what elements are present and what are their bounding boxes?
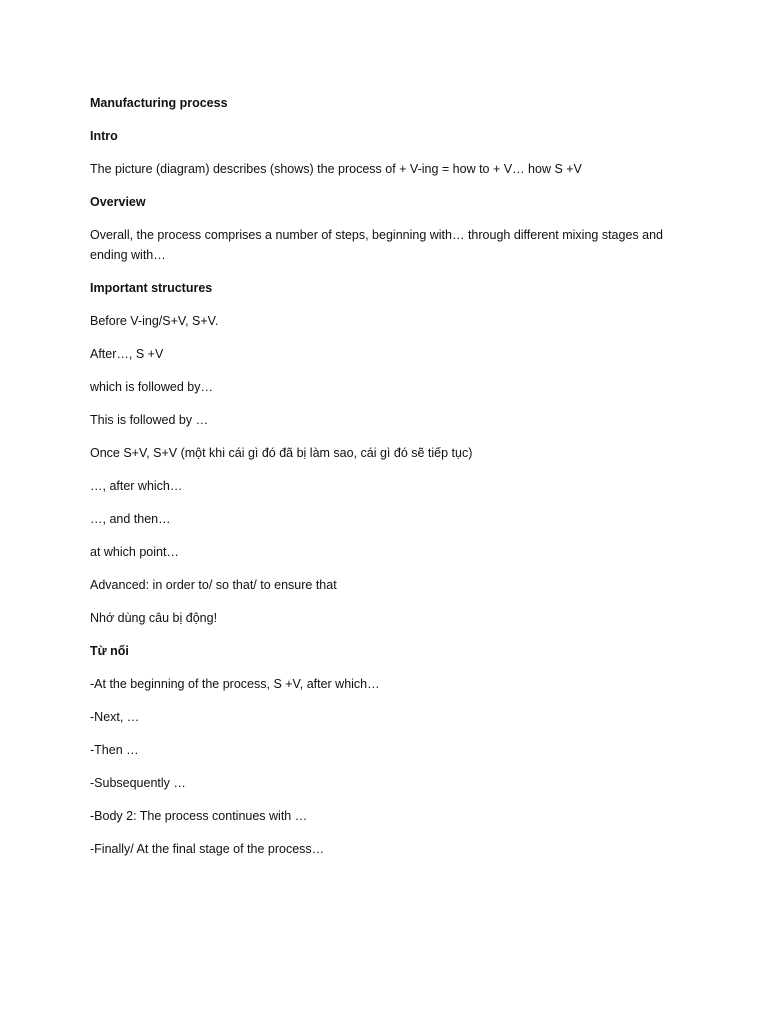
structure-item: Once S+V, S+V (một khi cái gì đó đã bị làm sao, cái gì đó sẽ tiếp tục) [90, 446, 473, 460]
connector-item: -Body 2: The process continues with … [90, 809, 308, 823]
connector-item: -Finally/ At the final stage of the process… [90, 842, 325, 856]
structures-heading: Important structures [90, 281, 213, 295]
intro-heading: Intro [90, 129, 118, 143]
structure-item: which is followed by… [90, 380, 213, 394]
overview-text: Overall, the process comprises a number of steps, beginning with… through different mixing stages and ending with… [90, 228, 663, 262]
connector-item: -Then … [90, 743, 139, 757]
document-body [90, 93, 680, 872]
structure-item: Advanced: in order to/ so that/ to ensure that [90, 578, 337, 592]
connector-item: -Next, … [90, 710, 140, 724]
overview-heading: Overview [90, 195, 146, 209]
intro-text: The picture (diagram) describes (shows) the process of + V-ing = how to + V… how S +V [90, 162, 582, 176]
structure-item: at which point… [90, 545, 179, 559]
structure-item: …, after which… [90, 479, 183, 493]
structure-item: This is followed by … [90, 413, 209, 427]
structure-item: After…, S +V [90, 347, 164, 361]
connector-item: -At the beginning of the process, S +V, after which… [90, 677, 380, 691]
document-title: Manufacturing process [90, 96, 228, 110]
connector-item: -Subsequently … [90, 776, 186, 790]
connectors-heading: Từ nối [90, 644, 129, 658]
structure-item: Nhớ dùng câu bị động! [90, 611, 218, 625]
structure-item: Before V-ing/S+V, S+V. [90, 314, 219, 328]
structure-item: …, and then… [90, 512, 171, 526]
